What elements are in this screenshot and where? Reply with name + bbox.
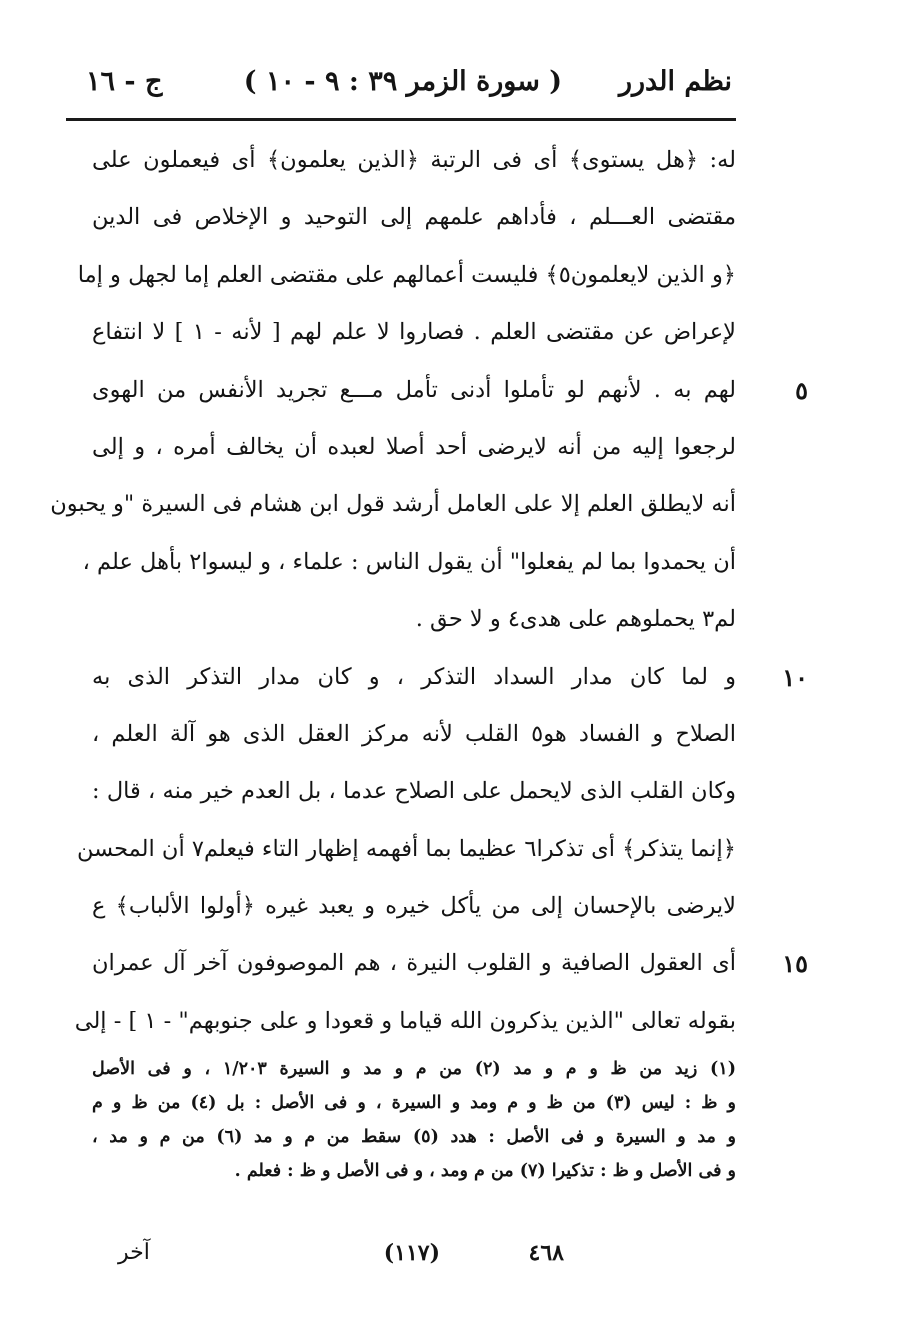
text-line: [92, 935, 808, 992]
text-line: [92, 419, 736, 476]
volume-number: ج - ١٦: [86, 66, 163, 97]
line-number: ١٥: [782, 949, 808, 979]
text-line: [92, 706, 736, 763]
text-line: [74, 993, 736, 1050]
footnote-line: (١) زيد من ظ و م و مد (٢) من م و مد و السيرة ١/٢٠٣ ، و فى الأصل: [92, 1059, 736, 1079]
text-line: [92, 132, 736, 189]
line-text: و لما كان مدار السداد التذكر ، و كان مدار التذكر الذى به: [92, 663, 736, 690]
footnote-line: و ظ : ليس (٣) من ظ و م ومد و السيرة ، و فى الأصل : بل (٤) من ظ و م: [92, 1093, 736, 1113]
surah-reference: ( سورة الزمر ٣٩ : ٩ - ١٠ ): [243, 66, 562, 97]
line-text: ﴿و الذين لايعلمون٥﴾ فليست أعمالهم على مقتضى العلم إما لجهل و إما: [77, 261, 736, 288]
header-rule: [66, 118, 736, 121]
text-line: [92, 878, 736, 935]
line-text: أى العقول الصافية و القلوب النيرة ، هم الموصوفون آخر آل عمران: [92, 950, 736, 977]
line-text: مقتضى العـــلم ، فأداهم علمهم إلى التوحيد و الإخلاص فى الدين: [92, 204, 736, 231]
page-footer: [100, 1240, 740, 1274]
line-number: ١٠: [782, 662, 808, 692]
footnote-line: و مد و السيرة و فى الأصل : هدد (٥) سقط من م و مد (٦) من م و مد ،: [92, 1127, 736, 1147]
line-text: لرجعوا إليه من أنه لايرضى أحد أصلا لعبده أن يخالف أمره ، و إلى: [92, 433, 736, 460]
line-text: بقوله تعالى "الذين يذكرون الله قياما و قعودا و على جنوبهم" - ١ ] - إلى: [74, 1007, 736, 1034]
text-line: [92, 649, 808, 706]
text-line: [92, 304, 736, 361]
line-text: الصلاح و الفساد هو٥ القلب لأنه مركز العقل الذى هو آلة العلم ،: [92, 720, 736, 747]
text-line: [76, 821, 736, 878]
line-text: لم٣ يحملوهم على هدى٤ و لا حق .: [415, 606, 736, 633]
line-text: ﴿إنما يتذكر﴾ أى تذكرا٦ عظيما بما أفهمه إظهار التاء فيعلم٧ أن المحسن: [76, 835, 736, 862]
text-line: [50, 476, 736, 533]
text-line: [92, 362, 808, 419]
signature-code: (١١٧): [383, 1240, 440, 1266]
catchword: آخر: [118, 1240, 150, 1265]
text-line: [82, 534, 736, 591]
line-number: ٥: [795, 375, 808, 405]
text-line: [92, 763, 736, 820]
line-text: أن يحمدوا بما لم يفعلوا" أن يقول الناس : علماء ، و ليسوا٢ بأهل علم ،: [82, 548, 736, 575]
text-line: [92, 591, 736, 648]
line-text: له: ﴿هل يستوى﴾ أى فى الرتبة ﴿الذين يعلمون﴾ أى فيعملون على: [92, 147, 736, 173]
running-header: [80, 66, 732, 106]
line-text: لهم به . لأنهم لو تأملوا أدنى تأمل مـــع تجريد الأنفس من الهوى: [92, 376, 736, 403]
footnote-line: و فى الأصل و ظ : تذكيرا (٧) من م ومد ، و فى الأصل و ظ : فعلم .: [234, 1161, 736, 1181]
book-title: نظم الدرر: [618, 66, 732, 97]
main-text: [50, 132, 808, 1050]
line-text: لإعراض عن مقتضى العلم . فصاروا لا علم لهم [ لأنه - ١ ] لا انتفاع: [92, 319, 736, 346]
line-text: أنه لايطلق العلم إلا على العامل أرشد قول ابن هشام فى السيرة "و يحبون: [50, 491, 736, 518]
line-text: وكان القلب الذى لايحمل على الصلاح عدما ، بل العدم خير منه ، قال :: [92, 778, 736, 805]
text-line: [92, 189, 736, 246]
line-text: لايرضى بالإحسان إلى من يأكل خيره و يعبد غيره ﴿أولوا الألباب﴾ ع: [92, 893, 736, 920]
footnotes: [92, 1052, 736, 1188]
text-line: [77, 247, 736, 304]
page-number: ٤٦٨: [528, 1240, 564, 1266]
